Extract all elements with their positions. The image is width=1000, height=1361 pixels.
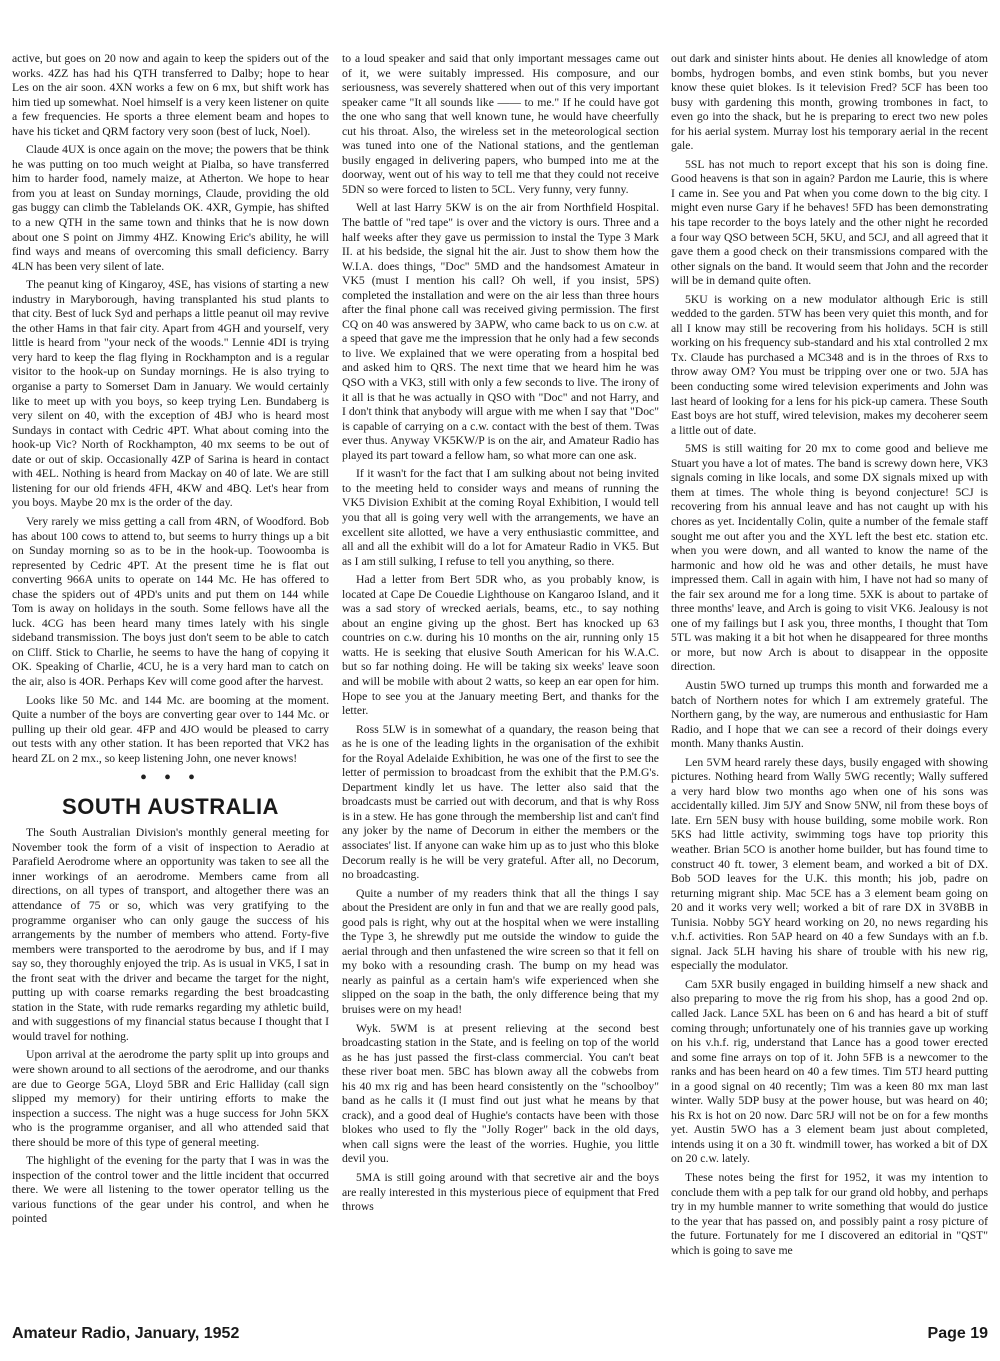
page-number: Page 19 — [927, 1325, 988, 1342]
paragraph: Ross 5LW is in somewhat of a quandary, the reason being that as he is one of the leading lights in the organisation of the exhibit for the Royal Adelaide Exhibition, he was one of the first to see the letter of permission to broadcast from the exhibit that the P.M.G's. Department kindly let us have. The letter also said that the broadcasts must be carried out with decorum, and that is why Ross is in a stew. He has gone through the membership list and can't find any joker by the name of Decorum in either the members or the associates' list. If anyone can wake him up as to just who this bloke Decorum really is he will be very grateful. After all, no Decorum, no broadcasting. — [342, 722, 659, 882]
paragraph: If it wasn't for the fact that I am sulking about not being invited to the meeting held to consider ways and means of running the VK5 Division Exhibit at the coming Royal Exhibition, I would tell you that all is going very well with the arrangements, we have an excellent site allotted, we have a very enthusiastic committee, and all and all the exhibit will do a lot for Amateur Radio in VK5. But as I am still sulking, I refuse to tell you anything, so there. — [342, 467, 659, 568]
section-divider: • • • — [139, 767, 201, 790]
paragraph: Wyk. 5WM is at present relieving at the second best broadcasting station in the State, and is feeling on top of the world as he has just passed the first-class commercial. You can't beat these river boat men. 5BC has blown away all the cobwebs from his 40 mx rig and has been heard consistently on the "schoolboy" band as he calls it (I must find out just what he means by that crack), and a good deal of Hughie's contacts have been with those blokes who used to fly the "Jolly Roger" back in the old days, when call signs were the least of the worries. Hughie, you little devil you. — [342, 1021, 659, 1166]
paragraph: 5KU is working on a new modulator although Eric is still wedded to the garden. 5TW has been very quiet this month, and for all I know may still be recovering from his holidays. 5CH is still working on his frequency sub-standard and his xtal controlled 2 mx Tx. Claude has purchased a MC348 and is in the throes of Rxs to throw away OM? You must be tripping over one or two. 5JA has been conducting some wired television experiments and John was last heard of looking for a lens for his pick-up camera. These South East boys are hot stuff, wired television, makes my decoherer seem a little out of date. — [671, 292, 988, 437]
paragraph: 5MA is still going around with that secretive air and the boys are really interested in this mysterious piece of equipment that Fred throws — [342, 1171, 659, 1214]
paragraph: 5SL has not much to report except that his son is doing fine. Good heavens is that son in again? Pardon me Laurie, this is where I came in. See you and Pat when you come down to the big city. I might even nurse Gary if he behaves! 5FD has been demonstrating his tape recorder to the boys lately and the other night he recorded a four way QSO between 5CH, 5KU, and 5CJ, and all agreed that it gave them a good check on their transmissions compared with the other signals on the band. It would seem that John and the recorder will be in demand quite often. — [671, 157, 988, 288]
paragraph: Quite a number of my readers think that all the things I say about the President are only in fun and that we are really good pals, good pals is right, why out at the hospital when we were installing the Type 3, he shrewdly put me outside the window to guide the aerial through and then unfastened the wire screen so that it fell on my boko with a resounding crash. The bump on my head was nearly as painful as a certain ham's wife experienced when she slipped on the soap in the bath, the only difference being that my bruises were on my head! — [342, 886, 659, 1016]
paragraph: Upon arrival at the aerodrome the party split up into groups and were shown around to all sections of the aerodrome, and our thanks are due to George 5GA, Lloyd 5BR and Eric Halliday (call sign slipped my memory) for their untiring efforts to make the inspection a success. The night was a huge success for John 5KX who is the programme organiser, and all who attended said that there should be more of this type of general meeting. — [12, 1048, 329, 1149]
paragraph: out dark and sinister hints about. He denies all knowledge of atom bombs, hydrogen bombs, and even stink bombs, but you never know these quiet blokes. Is it television Fred? 5CF has been too busy with gardening this month, growing trombones in fact, to even go into the shack, but he is preparing to erect two new poles for his aerial system. Murray lost his temporary aerial in the recent gale. — [671, 52, 988, 153]
paragraph: Well at last Harry 5KW is on the air from Northfield Hospital. The battle of "red tape" is over and the victory is ours. Three and a half weeks after they gave us permission to instal the Type 3 Mark II. at his bedside, the signal hit the air. Just to show them how the W.I.A. does things, "Doc" 5MD and the handsomest Amateur in VK5 (must I mention his call? Oh well, if you insist, 5PS) completed the installation and were on the air less than three hours after the final phone call was received giving permission. The first CQ on 40 was answered by 3APW, who came back to us on c.w. at a speed that gave me the impression that he only had a few seconds to live. We explained that we were operating from a hospital bed and asked him to QRS. The next time that we heard him he was QSO with a VK3, still with only a few seconds to live. The irony of it all is that he was actually in QSO with "Doc" and not Harry, and I don't think that anybody will argue with me when I say that "Doc" is capable of carrying on a c.w. contact with the best of them. Twas ever thus. Anyway VK5KW/P is on the air, and Amateur Radio has played its part toward a fellow ham, so what more can one ask. — [342, 201, 659, 462]
paragraph: The South Australian Division's monthly general meeting for November took the form of a visit of inspection to Aeradio at Parafield Aerodrome where an opportunity was taken to see all the inner workings of an aerodrome. Members came from all directions, on all types of transport, and altogether there was an attendance of 75 or so, which was very gratifying to the programme organiser who can only gauge the success of his arrangements by the number of members who attend. Forty-five members were transported to the aerodrome by bus, and if I may say so, they thoroughly enjoyed the trip. As is usual in VK5, I sat in the front seat with the driver and became the target for the night, putting up with coarse remarks regarding the best broadcasting station in the State, with rude remarks regarding my athletic build, and with suggestions of my financial status because I thought that I would travel for nothing. — [12, 826, 329, 1043]
paragraph: The peanut king of Kingaroy, 4SE, has visions of starting a new industry in Maryborough, having transplanted his stud plants to that city. Best of luck Syd and perhaps a little peanut oil may revive the other Hams in that fair city. Apart from 4GH and yourself, very little is heard from "your neck of the woods." Lennie 4DI is trying very hard to keep the flag flying in Rockhampton and is a regular visitor to the hook-up on Sunday mornings. He is also trying to organise a party to Somerset Dam in January. We would certainly like to meet up with you boys, so keep trying Len. Bundaberg is very silent on 40, with the exception of 4BJ who is heard most Sundays in contact with Cedric 4PT. What about coming into the hook-up Vic? North of Rockhampton, 40 mx seems to be out of date or out of skip. Occasionally 4ZP of Sarina is heard in contact with 4EL. Nothing is heard from Mackay on 40 of late. We are still listening for our old friends 4FH, 4KW and 4BQ. Let's hear from you boys. Maybe 20 mx is the order of the day. — [12, 278, 329, 510]
column-3 — [671, 52, 988, 1310]
paragraph: to a loud speaker and said that only important messages came out of it, we were suitably impressed. His composure, and our seriousness, was severely shattered when out of this very important speaker came "It all sounds like —— to me." If he could have got the one who sang that well known tune, he would have cheerfully cut his throat. Also, the wireless set in the meteorological section was tuned into one of the National stations, and the gentleman busily engaged in delivering papers, who bumped into me at the doorway, went out of his way to tell me that they could not receive 5DN so were forced to listen to 5CL. Very funny, very funny. — [342, 52, 659, 196]
paragraph: active, but goes on 20 now and again to keep the spiders out of the works. 4ZZ has had his QTH transferred to Dalby; hope to hear Les on the air soon. 4XN works a few on 6 mx, but shift work has him tied up somewhat. Noel himself is a very keen listener on quite a few frequencies. He sports a three element beam and hopes to have his ticket and QRM factory very soon (best of luck, Noel). — [12, 52, 329, 138]
column-2 — [342, 52, 659, 1310]
paragraph: The highlight of the evening for the party that I was in was the inspection of the control tower and the little incident that occurred there. We were all listening to the tower operator telling us the various functions of the gear under his control, and when he pointed — [12, 1154, 329, 1226]
paragraph: Claude 4UX is once again on the move; the powers that be think he was putting on too much weight at Pialba, so have transferred him to harder food, namely maize, at Atherton. We hope to hear from you at least on Sunday mornings, Claude, providing the old gas buggy can climb the Tablelands OK. 4XR, Gympie, has shifted to a new QTH in the same town and thinks that he is now down about one S point on Jimmy 4HZ. Knowing Eric's ability, he will find ways and means of overcoming this small deficiency. Barry 4LN has been very silent of late. — [12, 143, 329, 273]
column-1 — [12, 52, 329, 1310]
paragraph: Austin 5WO turned up trumps this month and forwarded me a batch of Northern notes for which I am extremely grateful. The Northern gang, by the way, are numerous and enthusiastic for Ham Radio, and I hope that we can see a record of their doings every month. Many thanks Austin. — [671, 678, 988, 751]
paragraph: Looks like 50 Mc. and 144 Mc. are booming at the moment. Quite a number of the boys are converting gear over to 144 Mc. or pulling up their old gear. 4FP and 4JO would be pleased to carry out tests with any other station. It has been reported that VK2 has heard ZL on 2 mx., so keep listening John, one never knows! — [12, 693, 329, 765]
paragraph: These notes being the first for 1952, it was my intention to conclude them with a pep talk for our grand old hobby, and perhaps try in my humble manner to write something that would do justice to the year that has passed on, and possibly paint a rosy picture of the future. Fortunately for me I discovered an editorial in "QST" which is going to save me — [671, 1171, 988, 1257]
page-footer — [12, 1325, 988, 1349]
section-heading: SOUTH AUSTRALIA — [62, 794, 279, 820]
paragraph: Very rarely we miss getting a call from 4RN, of Woodford. Bob has about 100 cows to attend to, but seems to hurry things up a bit on Sunday morning so as to be in the hook-up. Toowoomba is represented by Cedric 4PT. At the present time he is flat out converting 966A units to operate on 144 Mc. He has offered to chase the spiders out of 4PD's units and put them on 144 while Tom is away on holidays in the south. Some fellows have all the luck. 4CG has been heard many times lately with his single sideband transmission. The boys just don't seem to be able to catch on Cliff. Stick to Charlie, he seems to have the hang of copying it OK. Speaking of Charlie, 4CU, he is a very hard man to catch on the air, also is 4OR. Perhaps Kev will come good after the harvest. — [12, 514, 329, 688]
paragraph: 5MS is still waiting for 20 mx to come good and believe me Stuart you have a lot of mates. The band is screwy down here, VK3 signals coming in like locals, and some DX signals mixed up with them at times. The whole thing is beyond conjecture! 5CJ is recovering from his annual leave and has not caught up with his chores as yet. Incidentally Colin, quite a number of the female staff sought me out after you and the XYL left the best etc. station etc. when you were down, and all wanted to know the name of the harmonic and how old he was and other details, he must have impressed them. Call in again with him, I have not had so many of the fair sex around me for a long time. 5XK is about to partake of three months' leave, and Arch is going to visit VK6. Jealousy is not one of my failings but I ask you, three months, I thought that Tom 5TL was making it a bit hot when he disappeared for three months or more, but now Arch is about to disappear in the opposite direction. — [671, 442, 988, 674]
paragraph: Had a letter from Bert 5DR who, as you probably know, is located at Cape De Couedie Lighthouse on Kangaroo Island, and it was a sad story of wrecked aerials, beams, etc., to say nothing about an engine giving up the ghost. Bert has knocked up 63 countries on c.w. during his 10 months on the air, running only 15 watts. He is seeking that elusive South American for his W.A.C. but so far nothing doing. He will be taking six weeks' leave soon and will be mobile with about 2 watts, so keep an ear open for him. Hope to see you at the January meeting Bert, and thanks for the letter. — [342, 573, 659, 718]
publication-name: Amateur Radio, January, 1952 — [12, 1325, 240, 1342]
paragraph: Cam 5XR busily engaged in building himself a new shack and also preparing to move the rig from his shop, has a good 2nd op. called Jack. Lance 5XL has been on 6 and has heard a bit of stuff coming through; unfortunately one of his trannies gave up working on his v.h.f. rig, understand that Lance has a good tower erected and some fine arrays on top of it. John 5FB is a newcomer to the ranks and has been heard on 40 a few times. Tim 5TJ heard putting in a good signal on 40 recently; Tim was a keen 80 mx man last winter. Wally 5DP busy at the power house, but was heard on 40; his Rx is hot on 20 now. Darc 5RJ will not be on for a few months yet. Austin 5WO has a 3 element beam just about completed, intends using it on a 30 ft. windmill tower, has worked a bit of DX on 20 c.w. lately. — [671, 977, 988, 1166]
paragraph: Len 5VM heard rarely these days, busily engaged with showing pictures. Nothing heard from Wally 5WG recently; Wally suffered a very hard blow two months ago when one of his sons was accidentally killed. Jim 5JY and Snow 5NW, nil from these boys of late. Ern 5EN busy with house building, some mobile work. Ron 5KS had little activity, swimming togs have top priority this weather. Brian 5CO is another home builder, but has found time to construct 40 ft. tower, 3 element beam, and worked a bit of DX. Bob 5OD leaves for the U.K. this month; his job, padre on returning migrant ship. Mac 5CE has a 3 element beam going on 20 and it works very well; worked a bit of rare DX in 3V8BB in Tunisia. Nobby 5GY heard working on 20, no news regarding his v.h.f. activities. Ron 5AP heard on 40 a few Sundays with an f.b. signal. Jack 5LH having his share of trouble with his new rig, especially the modulator. — [671, 755, 988, 973]
